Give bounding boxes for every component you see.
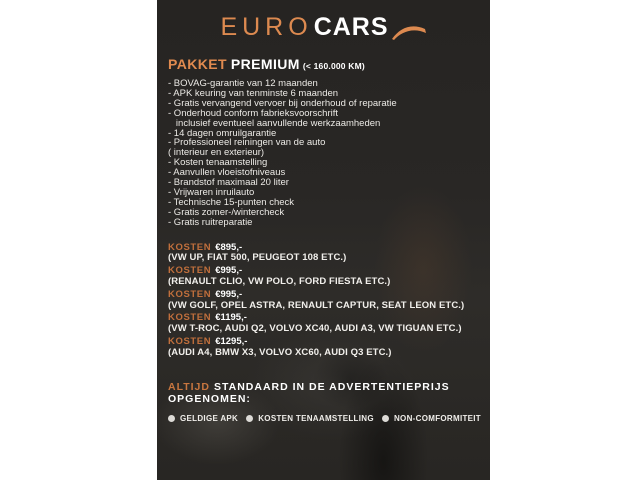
- price-label: KOSTEN: [168, 241, 212, 253]
- footer-standard-inclusions: [168, 381, 481, 423]
- price-amount: €895,-: [215, 241, 243, 253]
- road-swoosh-icon: [391, 19, 427, 46]
- footer-heading-rest: STANDAARD IN DE ADVERTENTIEPRIJS OPGENOMEN:: [168, 381, 450, 405]
- list-item: - Aanvullen vloeistofniveaus: [168, 167, 286, 179]
- price-amount: €1295,-: [215, 335, 248, 347]
- price-models: (VW GOLF, OPEL ASTRA, RENAULT CAPTUR, SEAT LEON ETC.): [168, 299, 465, 311]
- footer-bullet: [382, 414, 481, 423]
- price-models: (VW T-ROC, AUDI Q2, VOLVO XC40, AUDI A3, VW TIGUAN ETC.): [168, 323, 462, 335]
- poster-content: [157, 56, 490, 359]
- bullet-dot-icon: [168, 415, 175, 422]
- price-label: KOSTEN: [168, 265, 212, 277]
- package-title: [168, 56, 480, 72]
- advert-poster: [157, 0, 490, 480]
- price-label: KOSTEN: [168, 312, 212, 324]
- list-item: - Professioneel reiningen van de auto: [168, 137, 326, 149]
- logo-text-cars: CARS: [313, 12, 389, 41]
- package-title-note: (< 160.000 KM): [302, 61, 365, 71]
- list-item: - Brandstof maximaal 20 liter: [168, 177, 289, 189]
- price-list: [168, 243, 480, 359]
- bullet-dot-icon: [382, 415, 389, 422]
- logo: [157, 0, 490, 43]
- package-title-rest: PREMIUM: [230, 56, 300, 72]
- list-item: - 14 dagen omruilgarantie: [168, 127, 277, 139]
- package-title-accent: PAKKET: [168, 56, 227, 72]
- list-item: - Gratis zomer-/wintercheck: [168, 206, 285, 218]
- footer-bullet: [246, 414, 374, 423]
- logo-text-euro: EURO: [220, 12, 313, 41]
- price-models: (VW UP, FIAT 500, PEUGEOT 108 ETC.): [168, 252, 347, 264]
- price-amount: €995,-: [215, 288, 243, 300]
- list-item: - Technische 15-punten check: [168, 196, 295, 208]
- footer-bullet: [168, 414, 238, 423]
- price-block: [168, 290, 480, 312]
- list-item: - Gratis vervangend vervoer bij onderhoud of reparatie: [168, 97, 397, 109]
- footer-bullet-label: KOSTEN TENAAMSTELLING: [258, 414, 374, 423]
- list-item: - Kosten tenaamstelling: [168, 157, 268, 169]
- list-item: - Vrijwaren inruilauto: [168, 186, 255, 198]
- price-models: (AUDI A4, BMW X3, VOLVO XC60, AUDI Q3 ETC.): [168, 346, 392, 358]
- price-block: [168, 243, 480, 265]
- list-item: - BOVAG-garantie van 12 maanden: [168, 78, 318, 89]
- price-models: (RENAULT CLIO, VW POLO, FORD FIESTA ETC.): [168, 275, 391, 287]
- list-item: ( interieur en exterieur): [168, 147, 265, 159]
- price-label: KOSTEN: [168, 288, 212, 300]
- price-block: [168, 337, 480, 359]
- footer-heading-accent: ALTIJD: [168, 381, 210, 393]
- bullet-dot-icon: [246, 415, 253, 422]
- footer-heading: [168, 381, 481, 405]
- price-block: [168, 313, 480, 335]
- package-feature-list: [168, 79, 480, 228]
- price-amount: €1195,-: [215, 312, 247, 324]
- list-item: - APK keuring van tenminste 6 maanden: [168, 87, 339, 99]
- list-item: - Gratis ruitreparatie: [168, 216, 253, 228]
- list-item: inclusief eventueel aanvullende werkzaamheden: [168, 117, 381, 129]
- price-label: KOSTEN: [168, 335, 212, 347]
- footer-bullet-label: NON-COMFORMITEIT: [393, 414, 481, 423]
- price-block: [168, 266, 480, 288]
- footer-bullet-row: [168, 414, 481, 423]
- footer-bullet-label: GELDIGE APK: [180, 414, 239, 423]
- price-amount: €995,-: [215, 265, 243, 277]
- list-item: - Onderhoud conform fabrieksvoorschrift: [168, 107, 339, 119]
